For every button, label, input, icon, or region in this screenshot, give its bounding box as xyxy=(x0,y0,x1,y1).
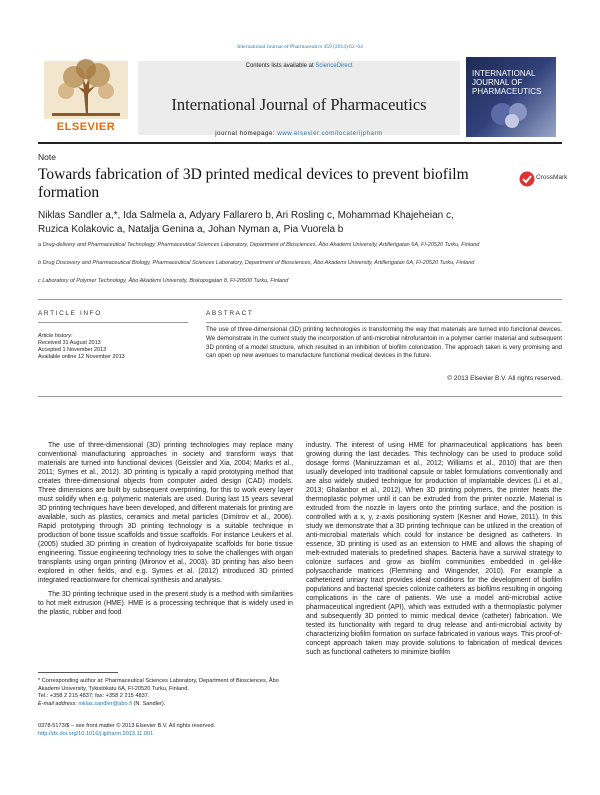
cover-title: INTERNATIONAL JOURNAL OF PHARMACEUTICS xyxy=(472,69,542,96)
issn-line: 0378-5173/$ – see front matter © 2013 Elsevier B.V. All rights reserved. xyxy=(38,723,216,729)
abstract-body: The use of three-dimensional (3D) printing technologies is transforming the way that materials are turned into functional devices. We demonstrate in the current study the incorporation of anti-microbial nitrofurantoin in a polymer carrier material and subsequent 3D printing of a model structure, which resulted in an inhibition of biofilm colonization. The approach taken is very promising and can open up new avenues to manufacture functional medical devices in the future. xyxy=(206,326,562,360)
author-list xyxy=(38,209,558,237)
contents-line xyxy=(138,63,460,69)
journal-header xyxy=(38,57,562,139)
corresponding-author-note: * Corresponding author at: Pharmaceutical Sciences Laboratory, Department of Biosciences, Åbo Akademi University, Tykistökatu 6A, FI-20520 Turku, Finland. xyxy=(38,678,279,692)
journal-title: International Journal of Pharmaceutics xyxy=(171,95,427,114)
abstract-heading: ABSTRACT xyxy=(206,310,254,317)
crossmark-badge[interactable] xyxy=(519,170,567,188)
contact-numbers: Tel.: +358 2 215 4837; fax: +358 2 215 4837. xyxy=(38,693,150,699)
body-divider xyxy=(38,396,562,397)
sciencedirect-link[interactable]: ScienceDirect xyxy=(315,63,353,69)
section-divider xyxy=(38,299,562,300)
running-journal-header[interactable]: International Journal of Pharmaceutics 459 (2014) 62–64 xyxy=(237,44,363,50)
crossmark-label: CrossMark xyxy=(536,174,568,181)
contents-prefix: Contents lists available at xyxy=(245,63,316,69)
body-paragraph: industry. The interest of using HME for pharmaceutical applications has been growing during the last decades. This technology can be used to produce solid dosage forms (Maniruzzaman et al., 2012; Williams et al., 2010) that are then usually developed into traditional capsule or tablet formulations conventionally and are also widely studied technique for production of implantable devices (Li et al., 2013; Ghalanbor et al., 2012). When 3D printing polymers, the printer heats the thermoplastic polymer until it can be extruded from the printer nozzle. Material is extruded from the nozzle in layers onto the printing surface, and the position is controlled with a x, y, z-axis positioning system (Kesner and Howe, 2011). In this study we demonstrate that a 3D printing technique can be utilized in the creation of anti-microbial materials which could for instance be designed as catheters. In essence, 3D printing is used as an extension to HME and allows the shaping of melt-extruded materials to predefined shapes. Bacteria have a survival strategy to colonize surfaces and grow as biofilm communities embedded in gel-like polysaccharide matrices (Flemming and Wingender, 2010). For example a catheterized urinary tract provides ideal conditions for the development of biofilm populations and bacterial species colonize catheters as biofilms resulting in ongoing complications in the care of patients. We use a model anti-microbial active pharmaceutical ingredient (API), which was extruded with a thermoplastic polymer and subsequently 3D printed to mimic medical device (catheter) fabrication. We tested its functionality with regard to drug release and anti-microbial activity by characterizing biofilm formation on surface fabricated in various ways. This proof-of-concept approach taken may provide solutions to fabrication of medical devices such as functional catheters to minimize biofilm xyxy=(306,442,562,656)
affiliation-b: b Drug Discovery and Pharmaceutical Biology, Pharmaceutical Sciences Laboratory, Department of Biosciences, Åbo Akademi University, Artillerigatan 6A, FI-20520 Turku, Finland xyxy=(38,260,475,266)
email-link[interactable]: niklas.sandler@abo.fi xyxy=(78,700,132,707)
affiliation-c: c Laboratory of Polymer Technology, Åbo Akademi University, Biskopsgatan 8, FI-20500 Turku, Finland xyxy=(38,278,289,284)
abstract-rule xyxy=(206,322,562,323)
body-paragraph: The 3D printing technique used in the present study is a method with similarities to hot melt extrusion (HME). HME is a processing technique that is widely used in the plastic, rubber and food xyxy=(38,591,293,616)
elsevier-logo xyxy=(38,57,134,137)
authors-line-2: Ruzica Kolakovic a, Natalja Genina a, Johan Nyman a, Pia Vuorela b xyxy=(38,224,344,235)
history-label: Article history: xyxy=(38,333,73,339)
journal-banner xyxy=(138,61,460,135)
publisher-name: ELSEVIER xyxy=(56,121,116,133)
authors-line-1: Niklas Sandler a,*, Ida Salmela a, Adyary Fallarero b, Ari Rosling c, Mohammad Khajeheian c, xyxy=(38,210,454,221)
footnote-rule xyxy=(38,672,118,673)
body-right-column xyxy=(306,441,562,657)
footnotes xyxy=(38,678,293,708)
cover-graphic-icon xyxy=(488,97,534,131)
received-date: Received 31 August 2013 xyxy=(38,340,101,346)
affiliation-a: a Drug-delivery and Pharmaceutical Technology, Pharmaceutical Sciences Laboratory, Department of Biosciences, Åbo Akademi University, Artillerigatan 6A, FI-20520 Turku, Finland xyxy=(38,242,480,248)
accepted-date: Accepted 1 November 2013 xyxy=(38,347,107,353)
article-history xyxy=(38,333,188,361)
homepage-line xyxy=(138,131,460,137)
journal-cover-image xyxy=(466,57,556,137)
body-left-column xyxy=(38,441,293,617)
email-label: E-mail address: xyxy=(38,700,79,707)
online-date: Available online 12 November 2013 xyxy=(38,354,125,360)
email-suffix: (N. Sandler). xyxy=(132,700,166,707)
article-info-heading: ARTICLE INFO xyxy=(38,310,102,317)
article-info-rule xyxy=(38,322,188,323)
email-line xyxy=(38,701,293,709)
crossmark-icon xyxy=(519,171,535,187)
doi-link[interactable]: http://dx.doi.org/10.1016/j.ijpharm.2013.11.001 xyxy=(38,730,154,737)
body-paragraph: The use of three-dimensional (3D) printing technologies may replace many conventional manufacturing approaches in society and transform ways that materials are turned into functional devices (Geissler and Xia, 2004; Marks et al., 2011; Symes et al., 2012). 3D printing is typically a rapid prototyping method that creates three-dimensional objects from computer aided design (CAD) models. Three dimensions are built by subsequent overprinting, for this to work every layer must solidify when e.g. polymeric materials are used. During last 15 years several 3D printing techniques have been developed, and different materials for printing are available, such as plastics, ceramics and metal particles (Dimitrov et al., 2006). Rapid prototyping through 3D printing technology is a suitable technique in production of bone tissue scaffolds and tissue scaffolds. For instance Leukers et al. (2005) studied 3D printing in creation of hydroxyapatite scaffolds for bone tissue engineering. Tissue engineering technology tries to solve the challenges with organ transplants using organ printing (Mironov et al., 2003). 3D printing has also been explored in other fields, and e.g. Symes et al. (2012) introduced 3D printed integrated reactionware for chemical synthesis and analysis. xyxy=(38,442,293,584)
publication-meta xyxy=(38,723,293,738)
header-rule xyxy=(38,142,562,144)
abstract-copyright: © 2013 Elsevier B.V. All rights reserved. xyxy=(447,375,562,382)
homepage-prefix: journal homepage: xyxy=(215,131,278,137)
article-title: Towards fabrication of 3D printed medical devices to prevent biofilm formation xyxy=(38,166,469,201)
homepage-link[interactable]: www.elsevier.com/locate/ijpharm xyxy=(277,131,383,137)
article-type: Note xyxy=(38,152,56,162)
